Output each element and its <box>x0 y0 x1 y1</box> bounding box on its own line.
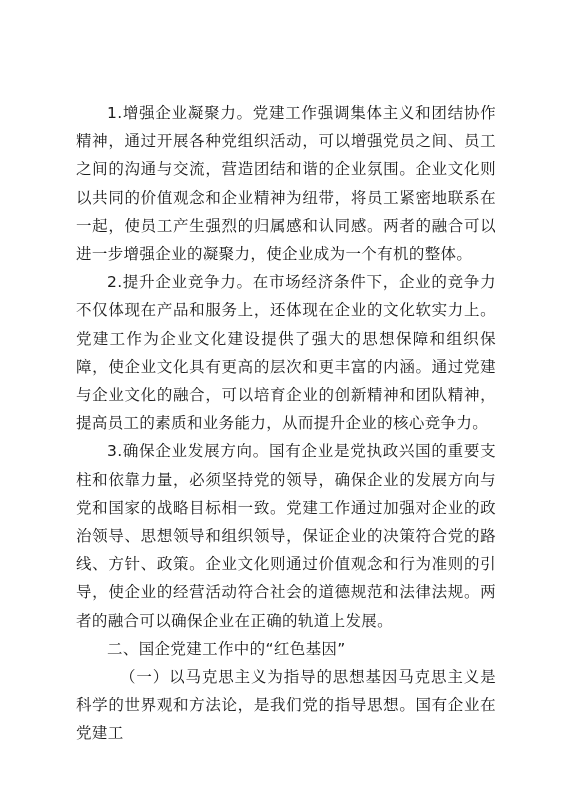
document-page <box>76 99 496 748</box>
subsection-paragraph: （一）以马克思主义为指导的思想基因马克思主义是科学的世界观和方法论，是我们党的指导思想。国有企业在党建工 <box>76 668 496 743</box>
paragraph-competitiveness: 2.提升企业竞争力。在市场经济条件下，企业的竞争力不仅体现在产品和服务上，还体现在企业的文化软实力上。党建工作为企业文化建设提供了强大的思想保障和组织保障，使企业文化具有更高的层次和更丰富的内涵。通过党建与企业文化的融合，可以培育企业的创新精神和团队精神，提高员工的素质和业务能力，从而提升企业的核心竞争力。 <box>76 273 496 433</box>
paragraph-cohesion: 1.增强企业凝聚力。党建工作强调集体主义和团结协作精神，通过开展各种党组织活动，可以增强党员之间、员工之间的沟通与交流，营造团结和谐的企业氛围。企业文化则以共同的价值观念和企业精神为纽带，将员工紧密地联系在一起，使员工产生强烈的归属感和认同感。两者的融合可以进一步增强企业的凝聚力，使企业成为一个有机的整体。 <box>76 104 496 264</box>
section-heading: 二、国企党建工作中的“红色基因” <box>107 639 346 658</box>
paragraph-direction: 3.确保企业发展方向。国有企业是党执政兴国的重要支柱和依靠力量，必须坚持党的领导，确保企业的发展方向与党和国家的战略目标相一致。党建工作通过加强对企业的政治领导、思想领导和组织领导，保证企业的决策符合党的路线、方针、政策。企业文化则通过价值观念和行为准则的引导，使企业的经营活动符合社会的道德规范和法律法规。两者的融合可以确保企业在正确的轨道上发展。 <box>76 442 496 630</box>
